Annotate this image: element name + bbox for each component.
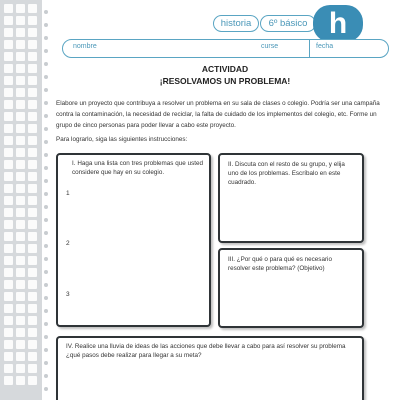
strip-cell <box>4 316 13 325</box>
binder-ring <box>44 114 48 118</box>
strip-cell <box>4 268 13 277</box>
binder-ring <box>44 387 48 391</box>
date-field-label: fecha <box>316 43 334 50</box>
binder-ring <box>44 36 48 40</box>
binder-ring <box>44 283 48 287</box>
strip-pattern <box>4 4 37 385</box>
binder-ring <box>44 88 48 92</box>
list-number-1: 1 <box>66 190 70 197</box>
strip-cell <box>28 256 37 265</box>
strip-cell <box>28 76 37 85</box>
strip-cell <box>4 208 13 217</box>
strip-cell <box>4 100 13 109</box>
strip-cell <box>16 160 25 169</box>
course-field-label: curse <box>261 43 279 50</box>
strip-cell <box>28 232 37 241</box>
strip-cell <box>28 280 37 289</box>
strip-cell <box>4 256 13 265</box>
strip-cell <box>16 376 25 385</box>
strip-cell <box>4 232 13 241</box>
strip-cell <box>16 280 25 289</box>
binder-ring <box>44 309 48 313</box>
strip-cell <box>28 64 37 73</box>
task-box-4[interactable] <box>56 336 364 400</box>
strip-cell <box>28 40 37 49</box>
info-divider <box>309 40 310 57</box>
binder-ring <box>44 244 48 248</box>
strip-cell <box>4 16 13 25</box>
strip-cell <box>28 244 37 253</box>
strip-cell <box>16 328 25 337</box>
strip-cell <box>4 88 13 97</box>
strip-cell <box>4 280 13 289</box>
strip-cell <box>16 268 25 277</box>
strip-cell <box>16 100 25 109</box>
strip-cell <box>28 268 37 277</box>
strip-cell <box>16 352 25 361</box>
strip-cell <box>16 124 25 133</box>
strip-cell <box>16 64 25 73</box>
strip-cell <box>4 292 13 301</box>
activity-title: ACTIVIDAD <box>201 64 249 74</box>
binder-ring <box>44 322 48 326</box>
strip-cell <box>28 100 37 109</box>
binder-ring <box>44 335 48 339</box>
strip-cell <box>4 136 13 145</box>
strip-cell <box>28 148 37 157</box>
binder-ring <box>44 153 48 157</box>
binder-ring <box>44 348 48 352</box>
task-2-text: II. Discuta con el resto de su grupo, y elija uno de los problemas. Escríbalo en este cuadrado. <box>228 161 345 186</box>
strip-cell <box>16 316 25 325</box>
strip-cell <box>28 16 37 25</box>
strip-cell <box>16 172 25 181</box>
strip-cell <box>4 148 13 157</box>
strip-cell <box>28 28 37 37</box>
binder-ring <box>44 75 48 79</box>
strip-cell <box>28 220 37 229</box>
strip-cell <box>28 160 37 169</box>
strip-cell <box>16 184 25 193</box>
strip-cell <box>28 316 37 325</box>
strip-cell <box>28 340 37 349</box>
task-1-text: I. Haga una lista con tres problemas que usted considere que hay en su colegio. <box>72 160 203 176</box>
strip-cell <box>4 328 13 337</box>
strip-cell <box>4 64 13 73</box>
strip-cell <box>28 196 37 205</box>
list-number-2: 2 <box>66 240 70 247</box>
notebook-strip <box>0 0 42 400</box>
strip-cell <box>16 52 25 61</box>
binder-ring <box>44 166 48 170</box>
strip-cell <box>28 124 37 133</box>
strip-cell <box>4 4 13 13</box>
strip-cell <box>16 76 25 85</box>
strip-cell <box>4 160 13 169</box>
strip-cell <box>16 88 25 97</box>
binder-ring <box>44 231 48 235</box>
strip-cell <box>4 340 13 349</box>
strip-cell <box>28 364 37 373</box>
strip-cell <box>16 16 25 25</box>
strip-cell <box>4 112 13 121</box>
strip-cell <box>16 364 25 373</box>
binder-rings <box>44 10 48 391</box>
strip-cell <box>16 256 25 265</box>
strip-cell <box>28 304 37 313</box>
task-box-3[interactable] <box>218 248 364 328</box>
strip-cell <box>4 184 13 193</box>
strip-cell <box>4 124 13 133</box>
subject-label: historia <box>213 15 259 32</box>
task-box-2[interactable] <box>218 153 364 243</box>
strip-cell <box>16 148 25 157</box>
instructions-line: Para lograrlo, siga las siguientes instrucciones: <box>56 136 188 143</box>
binder-ring <box>44 296 48 300</box>
binder-ring <box>44 179 48 183</box>
binder-ring <box>44 257 48 261</box>
binder-ring <box>44 192 48 196</box>
task-box-1[interactable] <box>56 153 211 327</box>
strip-cell <box>4 376 13 385</box>
task-4-text: IV. Realice una lluvia de ideas de las acciones que debe llevar a cabo para así resolver su problema ¿qué pasos debe realizar para llegar a su meta? <box>66 343 346 359</box>
brand-logo <box>313 5 363 42</box>
binder-ring <box>44 361 48 365</box>
strip-cell <box>4 28 13 37</box>
strip-cell <box>28 376 37 385</box>
strip-cell <box>4 196 13 205</box>
task-3-text: III. ¿Por qué o para qué es necesario resolver este problema? (Objetivo) <box>228 256 332 272</box>
binder-ring <box>44 23 48 27</box>
strip-cell <box>28 88 37 97</box>
binder-ring <box>44 140 48 144</box>
binder-ring <box>44 10 48 14</box>
strip-cell <box>4 364 13 373</box>
binder-ring <box>44 49 48 53</box>
binder-ring <box>44 270 48 274</box>
strip-cell <box>28 184 37 193</box>
strip-cell <box>28 112 37 121</box>
strip-cell <box>16 136 25 145</box>
strip-cell <box>4 76 13 85</box>
strip-cell <box>16 196 25 205</box>
strip-cell <box>28 52 37 61</box>
strip-cell <box>28 136 37 145</box>
strip-cell <box>4 352 13 361</box>
strip-cell <box>28 172 37 181</box>
strip-cell <box>4 304 13 313</box>
grade-label: 6º básico <box>260 15 316 32</box>
strip-cell <box>16 40 25 49</box>
strip-cell <box>16 208 25 217</box>
strip-cell <box>4 40 13 49</box>
strip-cell <box>4 220 13 229</box>
strip-cell <box>16 244 25 253</box>
strip-cell <box>16 340 25 349</box>
strip-cell <box>16 4 25 13</box>
binder-ring <box>44 205 48 209</box>
strip-cell <box>4 172 13 181</box>
binder-ring <box>44 101 48 105</box>
strip-cell <box>28 292 37 301</box>
strip-cell <box>16 28 25 37</box>
strip-cell <box>4 244 13 253</box>
strip-cell <box>28 4 37 13</box>
list-number-3: 3 <box>66 291 70 298</box>
binder-ring <box>44 62 48 66</box>
strip-cell <box>16 112 25 121</box>
strip-cell <box>16 304 25 313</box>
activity-subtitle: ¡RESOLVAMOS UN PROBLEMA! <box>159 76 291 86</box>
binder-ring <box>44 374 48 378</box>
strip-cell <box>4 52 13 61</box>
intro-paragraph: Elabore un proyecto que contribuya a resolver un problema en su sala de clases o colegio. Podría ser una campaña contra la contaminación, la necesidad de reciclar, la falta de cuidado de los implementos del colegio, etc. Forme un grupo de cinco personas para poder llevar a cabo este proyecto. <box>56 100 380 129</box>
binder-ring <box>44 218 48 222</box>
strip-cell <box>16 220 25 229</box>
strip-cell <box>16 292 25 301</box>
binder-ring <box>44 127 48 131</box>
name-field-label: nombre <box>73 43 97 50</box>
strip-cell <box>28 352 37 361</box>
strip-cell <box>16 232 25 241</box>
logo-letter: h <box>328 6 348 40</box>
strip-cell <box>28 328 37 337</box>
student-info-bar <box>62 39 389 58</box>
strip-cell <box>28 208 37 217</box>
